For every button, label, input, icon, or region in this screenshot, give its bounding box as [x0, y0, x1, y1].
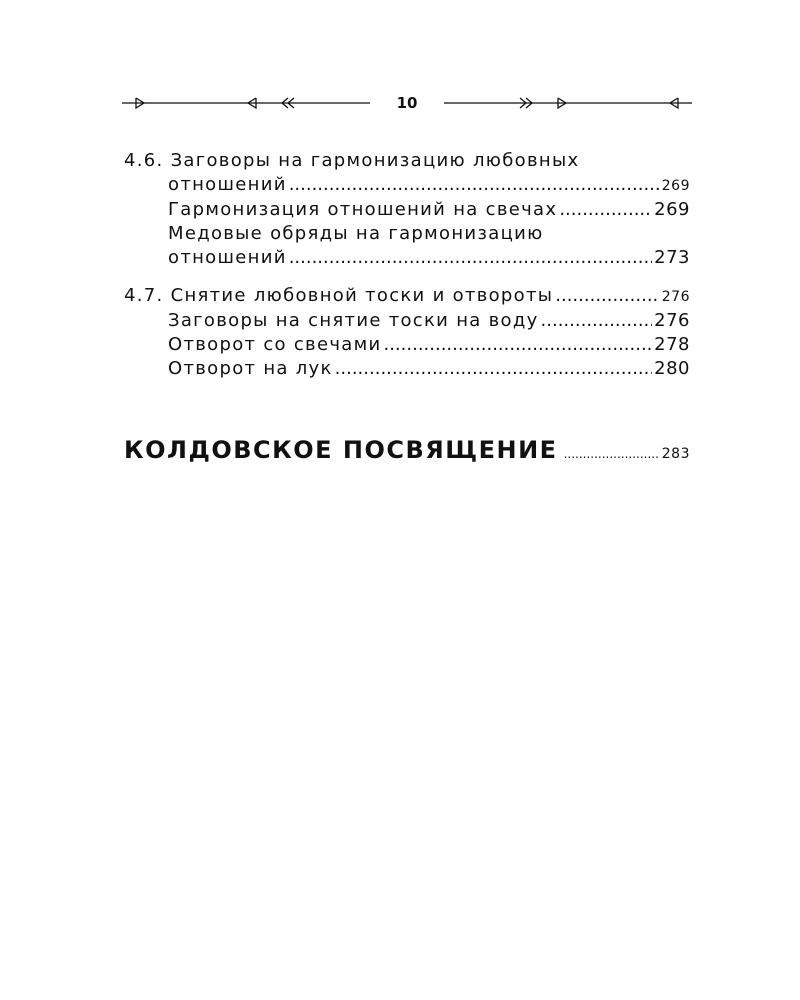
dot-leader — [555, 284, 660, 308]
dot-leader — [289, 246, 652, 270]
toc-entry-text: отношений — [168, 247, 287, 268]
toc-entry[interactable] — [124, 198, 690, 222]
toc-entry-text: Медовые обряды на гармонизацию — [168, 223, 544, 244]
table-of-contents — [124, 149, 690, 395]
chapter-title: КОЛДОВСКОЕ ПОСВЯЩЕНИЕ — [124, 436, 558, 464]
toc-entry[interactable] — [124, 333, 690, 357]
page-header — [122, 92, 692, 114]
toc-page-number: 269 — [654, 199, 690, 220]
toc-entry[interactable] — [124, 309, 690, 333]
toc-page-number: 283 — [661, 446, 690, 462]
toc-page-number: 276 — [654, 310, 690, 331]
dot-leader — [541, 309, 653, 333]
toc-section-4-7 — [124, 284, 690, 381]
toc-entry-text: Гармонизация отношений на свечах — [168, 199, 558, 220]
toc-page-number: 280 — [654, 358, 690, 379]
dot-leader — [559, 198, 652, 222]
toc-entry-text: Отворот со свечами — [168, 334, 382, 355]
toc-page-number: 278 — [654, 334, 690, 355]
toc-entry-text: 4.7. Снятие любовной тоски и отвороты — [124, 285, 554, 306]
toc-entry-text: 4.6. Заговоры на гармонизацию любовных — [124, 150, 580, 171]
toc-entry-text: Заговоры на снятие тоски на воду — [168, 310, 539, 331]
dot-leader — [564, 447, 660, 461]
toc-entry[interactable] — [124, 357, 690, 381]
toc-entry-title — [124, 222, 690, 246]
toc-section-4-6 — [124, 149, 690, 270]
toc-page-number: 273 — [654, 247, 690, 268]
toc-entry[interactable] — [124, 284, 690, 309]
toc-entry-title — [124, 149, 690, 173]
toc-entry-text: отношений — [168, 174, 287, 195]
toc-entry[interactable] — [124, 173, 690, 198]
page-number: 10 — [396, 94, 418, 112]
toc-page-number: 269 — [661, 178, 690, 194]
dot-leader — [289, 173, 660, 197]
dot-leader — [335, 357, 652, 381]
toc-entry[interactable] — [124, 246, 690, 270]
toc-page-number: 276 — [661, 289, 690, 305]
dot-leader — [383, 333, 652, 357]
toc-chapter-entry[interactable] — [124, 436, 690, 464]
toc-entry-text: Отворот на лук — [168, 358, 333, 379]
